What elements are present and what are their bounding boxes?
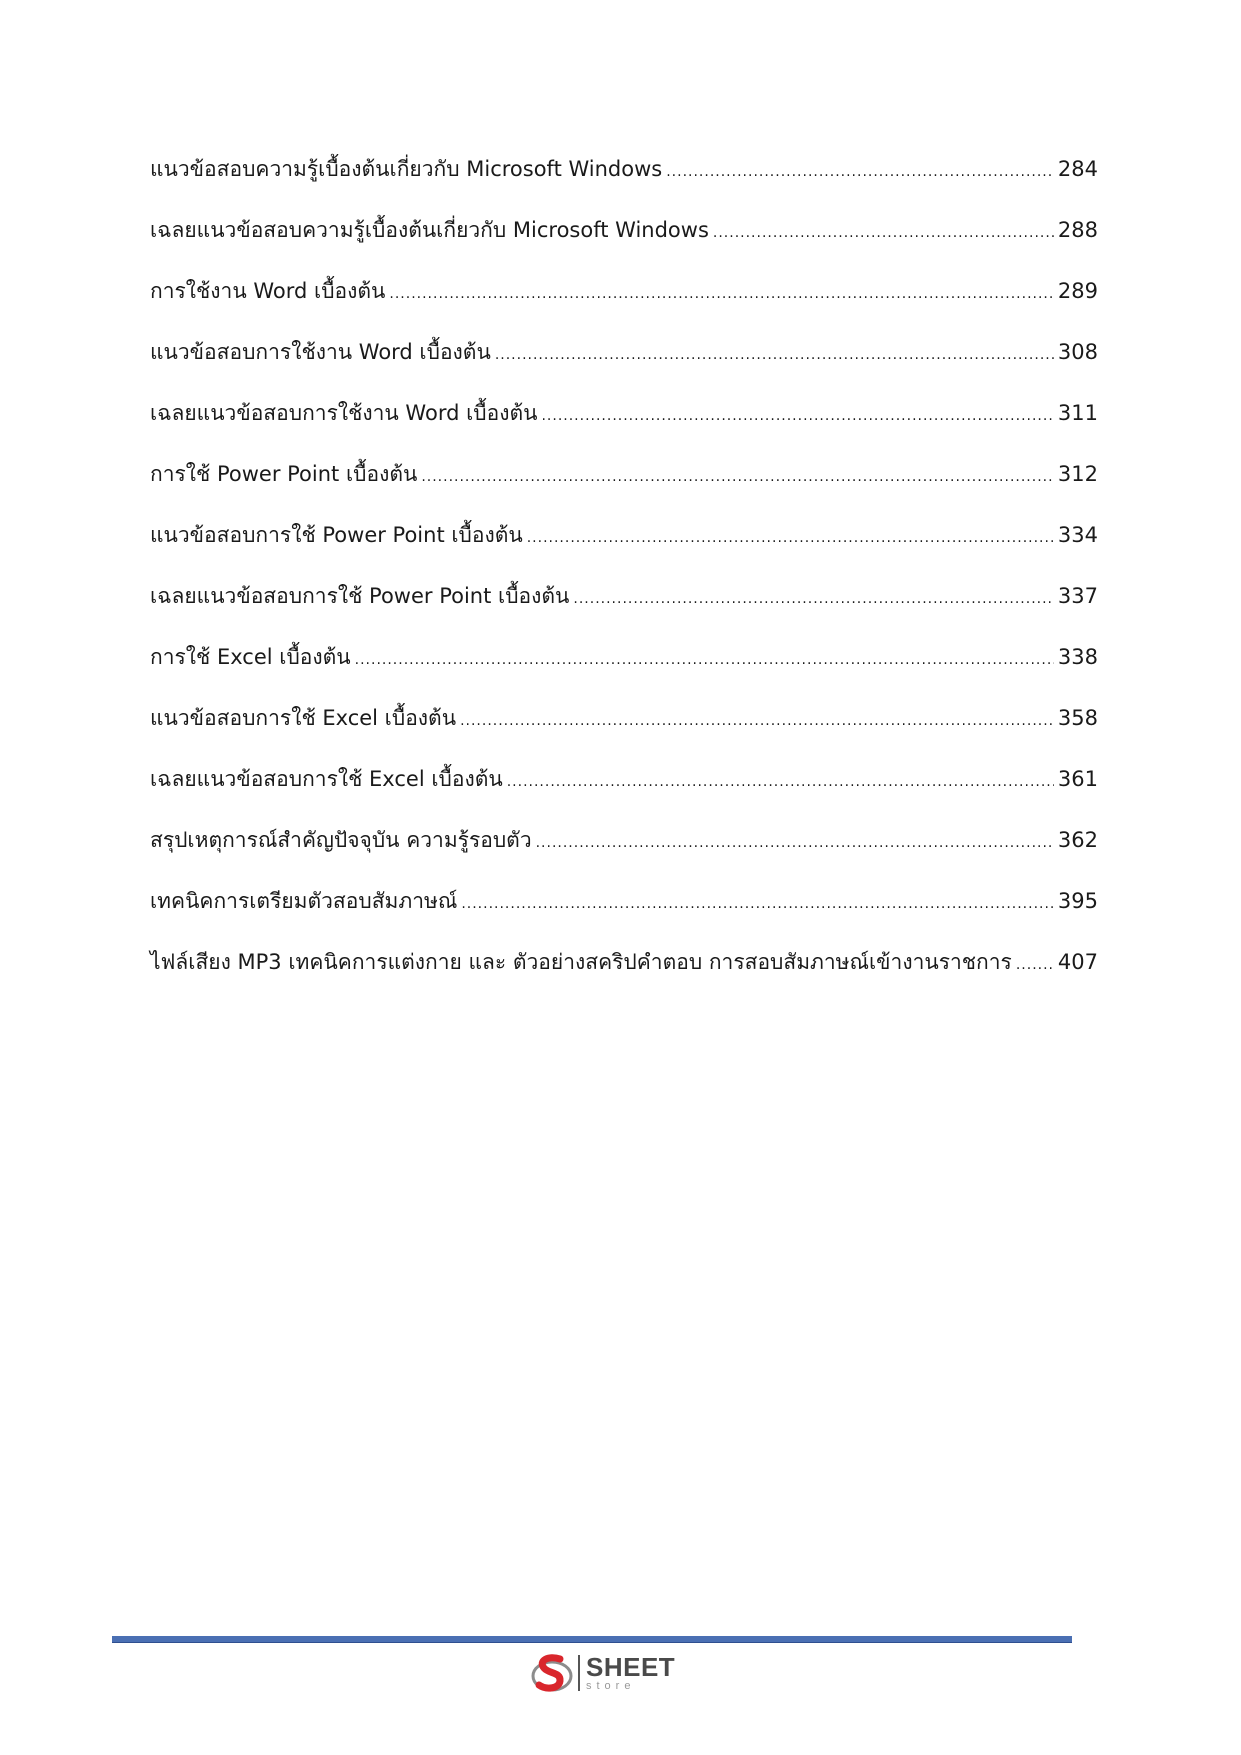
toc-row[interactable] xyxy=(150,520,1098,581)
toc-dot-leader xyxy=(421,462,1054,492)
toc-entry-title: เฉลยแนวข้อสอบการใช้ Excel เบื้องต้น xyxy=(150,767,503,791)
toc-row[interactable] xyxy=(150,886,1098,947)
toc-dot-leader xyxy=(461,889,1054,919)
table-of-contents xyxy=(150,154,1098,1008)
toc-row[interactable] xyxy=(150,642,1098,703)
toc-row[interactable] xyxy=(150,215,1098,276)
toc-entry-page: 334 xyxy=(1057,523,1098,547)
toc-entry-title: แนวข้อสอบการใช้ Power Point เบื้องต้น xyxy=(150,523,523,547)
toc-entry-page: 338 xyxy=(1057,645,1098,669)
toc-row[interactable] xyxy=(150,581,1098,642)
toc-row[interactable] xyxy=(150,764,1098,825)
toc-row[interactable] xyxy=(150,276,1098,337)
toc-entry-title: เฉลยแนวข้อสอบความรู้เบื้องต้นเกี่ยวกับ Microsoft Windows xyxy=(150,218,709,242)
toc-entry-title: สรุปเหตุการณ์สำคัญปัจจุบัน ความรู้รอบตัว xyxy=(150,828,532,852)
toc-dot-leader xyxy=(573,584,1054,614)
toc-row[interactable] xyxy=(150,947,1098,1008)
toc-entry-title: ไฟล์เสียง MP3 เทคนิคการแต่งกาย และ ตัวอย่างสคริปคำตอบ การสอบสัมภาษณ์เข้างานราชการ xyxy=(150,950,1012,974)
toc-entry-page: 311 xyxy=(1057,401,1098,425)
toc-dot-leader xyxy=(495,340,1054,370)
toc-entry-page: 337 xyxy=(1057,584,1098,608)
logo-wordmark xyxy=(586,1654,675,1692)
toc-entry-page: 362 xyxy=(1057,828,1098,852)
logo-brand: SHEET xyxy=(586,1652,676,1682)
toc-entry-title: เฉลยแนวข้อสอบการใช้งาน Word เบื้องต้น xyxy=(150,401,538,425)
toc-row[interactable] xyxy=(150,703,1098,764)
toc-dot-leader xyxy=(527,523,1054,553)
logo-brand-sub: store xyxy=(586,1680,636,1692)
toc-dot-leader xyxy=(666,157,1054,187)
toc-row[interactable] xyxy=(150,459,1098,520)
toc-entry-page: 395 xyxy=(1057,889,1098,913)
toc-dot-leader xyxy=(355,645,1054,675)
toc-entry-title: เทคนิคการเตรียมตัวสอบสัมภาษณ์ xyxy=(150,889,458,913)
toc-entry-page: 289 xyxy=(1057,279,1098,303)
toc-dot-leader xyxy=(1016,950,1054,980)
sheet-store-logo xyxy=(530,1650,675,1696)
toc-row[interactable] xyxy=(150,398,1098,459)
toc-dot-leader xyxy=(389,279,1054,309)
sheet-store-s-icon xyxy=(530,1651,574,1695)
toc-entry-title: แนวข้อสอบการใช้งาน Word เบื้องต้น xyxy=(150,340,491,364)
toc-entry-page: 358 xyxy=(1057,706,1098,730)
toc-row[interactable] xyxy=(150,337,1098,398)
toc-row[interactable] xyxy=(150,154,1098,215)
toc-entry-page: 308 xyxy=(1057,340,1098,364)
toc-entry-page: 288 xyxy=(1057,218,1098,242)
toc-entry-title: แนวข้อสอบความรู้เบื้องต้นเกี่ยวกับ Microsoft Windows xyxy=(150,157,663,181)
toc-entry-title: การใช้ Excel เบื้องต้น xyxy=(150,645,351,669)
toc-entry-title: การใช้งาน Word เบื้องต้น xyxy=(150,279,386,303)
toc-entry-page: 407 xyxy=(1057,950,1098,974)
toc-row[interactable] xyxy=(150,825,1098,886)
toc-dot-leader xyxy=(460,706,1054,736)
toc-dot-leader xyxy=(541,401,1053,431)
toc-entry-page: 312 xyxy=(1057,462,1098,486)
toc-dot-leader xyxy=(713,218,1054,248)
toc-entry-page: 284 xyxy=(1057,157,1098,181)
toc-dot-leader xyxy=(507,767,1054,797)
toc-entry-title: การใช้ Power Point เบื้องต้น xyxy=(150,462,418,486)
toc-entry-page: 361 xyxy=(1057,767,1098,791)
logo-separator xyxy=(578,1655,580,1691)
toc-dot-leader xyxy=(536,828,1054,858)
toc-entry-title: เฉลยแนวข้อสอบการใช้ Power Point เบื้องต้น xyxy=(150,584,570,608)
footer-divider xyxy=(112,1636,1072,1643)
toc-entry-title: แนวข้อสอบการใช้ Excel เบื้องต้น xyxy=(150,706,457,730)
